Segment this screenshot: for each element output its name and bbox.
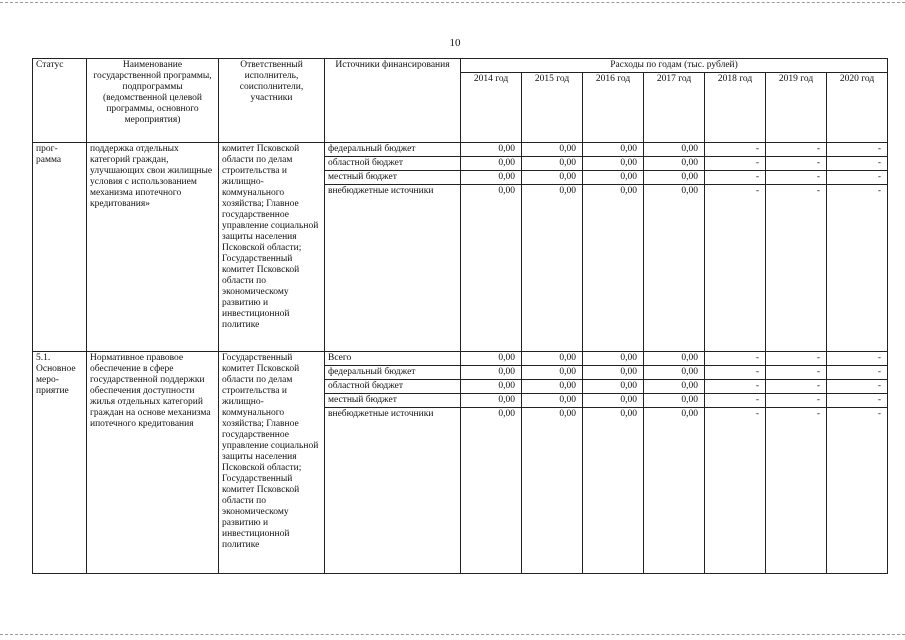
budget-table	[32, 58, 888, 574]
value-cell: 0,00	[644, 380, 705, 394]
value-cell: 0,00	[522, 394, 583, 408]
value-cell: -	[766, 143, 827, 157]
value-cell: 0,00	[522, 408, 583, 574]
value-cell: -	[705, 171, 766, 185]
value-cell: -	[705, 408, 766, 574]
value-cell: -	[827, 143, 888, 157]
value-cell: 0,00	[461, 185, 522, 352]
value-cell: 0,00	[461, 157, 522, 171]
header-year: 2018 год	[705, 73, 766, 143]
source-cell: Всего	[325, 352, 461, 366]
header-expenses: Расходы по годам (тыс. рублей)	[461, 59, 888, 73]
value-cell: 0,00	[583, 171, 644, 185]
value-cell: 0,00	[461, 366, 522, 380]
value-cell: -	[705, 143, 766, 157]
value-cell: -	[705, 185, 766, 352]
value-cell: -	[766, 408, 827, 574]
value-cell: 0,00	[583, 143, 644, 157]
value-cell: 0,00	[583, 394, 644, 408]
value-cell: -	[705, 394, 766, 408]
value-cell: 0,00	[522, 171, 583, 185]
header-year: 2019 год	[766, 73, 827, 143]
value-cell: -	[705, 380, 766, 394]
value-cell: -	[827, 394, 888, 408]
header-year: 2017 год	[644, 73, 705, 143]
value-cell: 0,00	[461, 143, 522, 157]
value-cell: -	[766, 157, 827, 171]
value-cell: 0,00	[644, 143, 705, 157]
status-cell: прог- рамма	[33, 143, 87, 352]
source-cell: местный бюджет	[325, 394, 461, 408]
table-row	[33, 143, 888, 157]
value-cell: -	[705, 366, 766, 380]
value-cell: 0,00	[522, 352, 583, 366]
value-cell: 0,00	[644, 157, 705, 171]
source-cell: федеральный бюджет	[325, 143, 461, 157]
value-cell: 0,00	[644, 408, 705, 574]
value-cell: 0,00	[461, 352, 522, 366]
value-cell: -	[766, 380, 827, 394]
header-name: Наименование государственной программы, подпрограммы (ведомственной целевой программы, основного мероприятия)	[87, 59, 219, 143]
value-cell: 0,00	[461, 394, 522, 408]
value-cell: -	[766, 171, 827, 185]
value-cell: -	[827, 380, 888, 394]
source-cell: федеральный бюджет	[325, 366, 461, 380]
header-executor: Ответственный исполнитель, соисполнители, участники	[219, 59, 325, 143]
executor-cell: комитет Псковской области по делам строительства и жилищно-коммунального хозяйства; Главное государственное управление социальной защиты населения Псковской области; Государственный комитет Псковской области по экономическому развитию и инвестиционной политике	[219, 143, 325, 352]
scan-edge-top	[0, 2, 905, 3]
header-year: 2014 год	[461, 73, 522, 143]
name-cell: поддержка отдельных категорий граждан, улучшающих свои жилищные условия с использованием механизма ипотечного кредитования»	[87, 143, 219, 352]
value-cell: -	[766, 394, 827, 408]
value-cell: 0,00	[522, 366, 583, 380]
value-cell: -	[705, 352, 766, 366]
value-cell: -	[705, 157, 766, 171]
header-year: 2015 год	[522, 73, 583, 143]
value-cell: -	[827, 408, 888, 574]
value-cell: -	[827, 157, 888, 171]
header-year: 2016 год	[583, 73, 644, 143]
value-cell: 0,00	[644, 171, 705, 185]
value-cell: 0,00	[461, 171, 522, 185]
executor-cell: Государственный комитет Псковской области по делам строительства и жилищно-коммунального хозяйства; Главное государственное управление социальной защиты населения Псковской области; Государственный комитет Псковской области по экономическому развитию и инвестиционной политике	[219, 352, 325, 574]
value-cell: 0,00	[644, 394, 705, 408]
name-cell: Нормативное правовое обеспечение в сфере государственной поддержки обеспечения доступности жилья отдельных категорий граждан на основе механизма ипотечного кредитования	[87, 352, 219, 574]
value-cell: 0,00	[522, 157, 583, 171]
value-cell: 0,00	[583, 380, 644, 394]
value-cell: -	[827, 366, 888, 380]
value-cell: 0,00	[522, 143, 583, 157]
source-cell: местный бюджет	[325, 171, 461, 185]
value-cell: 0,00	[583, 185, 644, 352]
value-cell: 0,00	[461, 380, 522, 394]
value-cell: 0,00	[461, 408, 522, 574]
value-cell: 0,00	[644, 185, 705, 352]
value-cell: 0,00	[583, 157, 644, 171]
value-cell: 0,00	[644, 366, 705, 380]
value-cell: 0,00	[583, 408, 644, 574]
value-cell: 0,00	[522, 380, 583, 394]
value-cell: -	[766, 185, 827, 352]
header-status: Статус	[33, 59, 87, 143]
value-cell: -	[827, 171, 888, 185]
scan-edge-bottom	[0, 634, 905, 635]
value-cell: -	[827, 352, 888, 366]
value-cell: -	[766, 352, 827, 366]
value-cell: -	[827, 185, 888, 352]
value-cell: -	[766, 366, 827, 380]
source-cell: внебюджетные источники	[325, 185, 461, 352]
page-number: 10	[449, 37, 461, 49]
table-header	[33, 59, 888, 143]
source-cell: внебюджетные источники	[325, 408, 461, 574]
value-cell: 0,00	[644, 352, 705, 366]
source-cell: областной бюджет	[325, 157, 461, 171]
value-cell: 0,00	[522, 185, 583, 352]
source-cell: областной бюджет	[325, 380, 461, 394]
header-sources: Источники финансирования	[325, 59, 461, 143]
value-cell: 0,00	[583, 352, 644, 366]
header-year: 2020 год	[827, 73, 888, 143]
table-row	[33, 352, 888, 366]
status-cell: 5.1. Основное меро- приятие	[33, 352, 87, 574]
value-cell: 0,00	[583, 366, 644, 380]
